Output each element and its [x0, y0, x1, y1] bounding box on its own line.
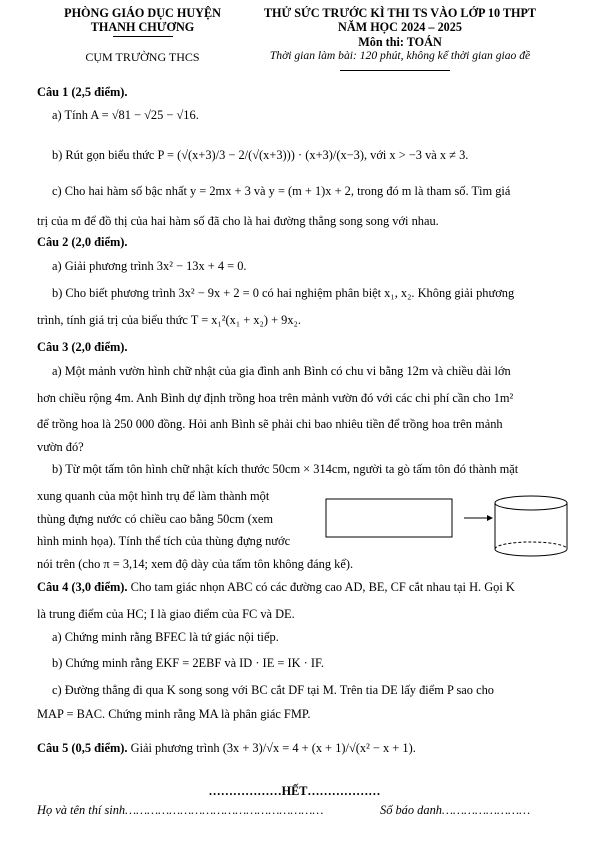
- question-2b-line1: b) Cho biết phương trình 3x² − 9x + 2 = 0 có hai nghiệm phân biệt x₁, x₂. Không giải phương: [52, 286, 515, 300]
- question-3b-line5: nói trên (cho π = 3,14; xem độ dày của tấm tôn không đáng kể).: [37, 557, 354, 571]
- header-left-underline: [113, 36, 173, 37]
- cylinder-icon: [495, 496, 567, 556]
- question-3a-line3: để trồng hoa là 250 000 đồng. Hỏi anh Bình sẽ phải chi bao nhiêu tiền để trồng hoa trên mảnh: [37, 417, 503, 431]
- question-2b-line2: trình, tính giá trị của biểu thức T = x₁²(x₁ + x₂) + 9x₂.: [37, 313, 301, 327]
- candidate-name-field: Họ và tên thí sinh………………………………………………: [37, 803, 324, 817]
- subject: Môn thi: TOÁN: [358, 35, 442, 49]
- exam-title: THỬ SỨC TRƯỚC KÌ THI TS VÀO LỚP 10 THPT: [263, 6, 537, 20]
- sheet-to-cylinder-illustration: [325, 493, 575, 561]
- question-2-title: Câu 2 (2,0 điểm).: [37, 235, 128, 249]
- candidate-number-field: Số báo danh……………………: [380, 803, 531, 817]
- question-3a-line1: a) Một mảnh vườn hình chữ nhật của gia đình anh Bình có chu vi bằng 12m và chiều dài lớn: [52, 364, 511, 378]
- question-1c-line2: trị của m để đồ thị của hai hàm số đã cho là hai đường thẳng song song với nhau.: [37, 214, 439, 228]
- department-name-line2: THANH CHƯƠNG: [90, 20, 195, 34]
- end-mark: ………………HẾT………………: [208, 784, 381, 798]
- question-3b-line2: xung quanh của một hình trụ để làm thành một: [37, 489, 270, 503]
- question-4c-line1: c) Đường thẳng đi qua K song song với BC cắt DF tại M. Trên tia DE lấy điểm P sao cho: [52, 683, 494, 697]
- question-3a-line2: hơn chiều rộng 4m. Anh Bình dự định trồng hoa trên mảnh vườn đó với các chi phí cần cho 1m²: [37, 391, 514, 405]
- question-1c-line1: c) Cho hai hàm số bậc nhất y = 2mx + 3 và y = (m + 1)x + 2, trong đó m là tham số. Tìm giá: [52, 184, 511, 198]
- question-2a: a) Giải phương trình 3x² − 13x + 4 = 0.: [52, 259, 247, 273]
- question-4b: b) Chứng minh rằng EKF = 2EBF và ID · IE = IK · IF.: [52, 656, 324, 670]
- school-cluster: CỤM TRƯỜNG THCS: [85, 50, 200, 64]
- question-3-title: Câu 3 (2,0 điểm).: [37, 340, 128, 354]
- question-1-title: Câu 1 (2,5 điểm).: [37, 85, 128, 99]
- question-4-text-line1: Câu 4 (3,0 điểm). Cho tam giác nhọn ABC có các đường cao AD, BE, CF cắt nhau tại H. Gọi K: [37, 580, 515, 594]
- question-1b: b) Rút gọn biểu thức P = (√(x+3)/3 − 2/(√(x+3))) · (x+3)/(x−3), với x > −3 và x ≠ 3.: [52, 148, 469, 162]
- department-name-line1: PHÒNG GIÁO DỤC HUYỆN: [64, 6, 221, 20]
- question-1a: a) Tính A = √81 − √25 − √16.: [52, 108, 199, 122]
- question-4-text-line2: là trung điểm của HC; I là giao điểm của FC và DE.: [37, 607, 295, 621]
- question-3b-line3: thùng đựng nước có chiều cao bằng 50cm (xem: [37, 512, 274, 526]
- school-year: NĂM HỌC 2024 – 2025: [338, 20, 462, 34]
- question-3a-line4: vườn đó?: [37, 440, 84, 454]
- question-5: Câu 5 (0,5 điểm). Giải phương trình (3x + 3)/√x = 4 + (x + 1)/√(x² − x + 1).: [37, 741, 416, 755]
- question-3b-line1: b) Từ một tấm tôn hình chữ nhật kích thước 50cm × 314cm, người ta gò tấm tôn đó thành mặt: [52, 462, 519, 476]
- question-4c-line2: MAP = BAC. Chứng minh rằng MA là phân giác FMP.: [37, 707, 311, 721]
- question-3b-line4: hình minh họa). Tính thể tích của thùng đựng nước: [37, 534, 291, 548]
- time-allowed: Thời gian làm bài: 120 phút, không kể thời gian giao đề: [269, 49, 531, 62]
- header-right-underline: [340, 70, 450, 71]
- question-4a: a) Chứng minh rằng BFEC là tứ giác nội tiếp.: [52, 630, 279, 644]
- metal-sheet-rectangle: [326, 499, 452, 537]
